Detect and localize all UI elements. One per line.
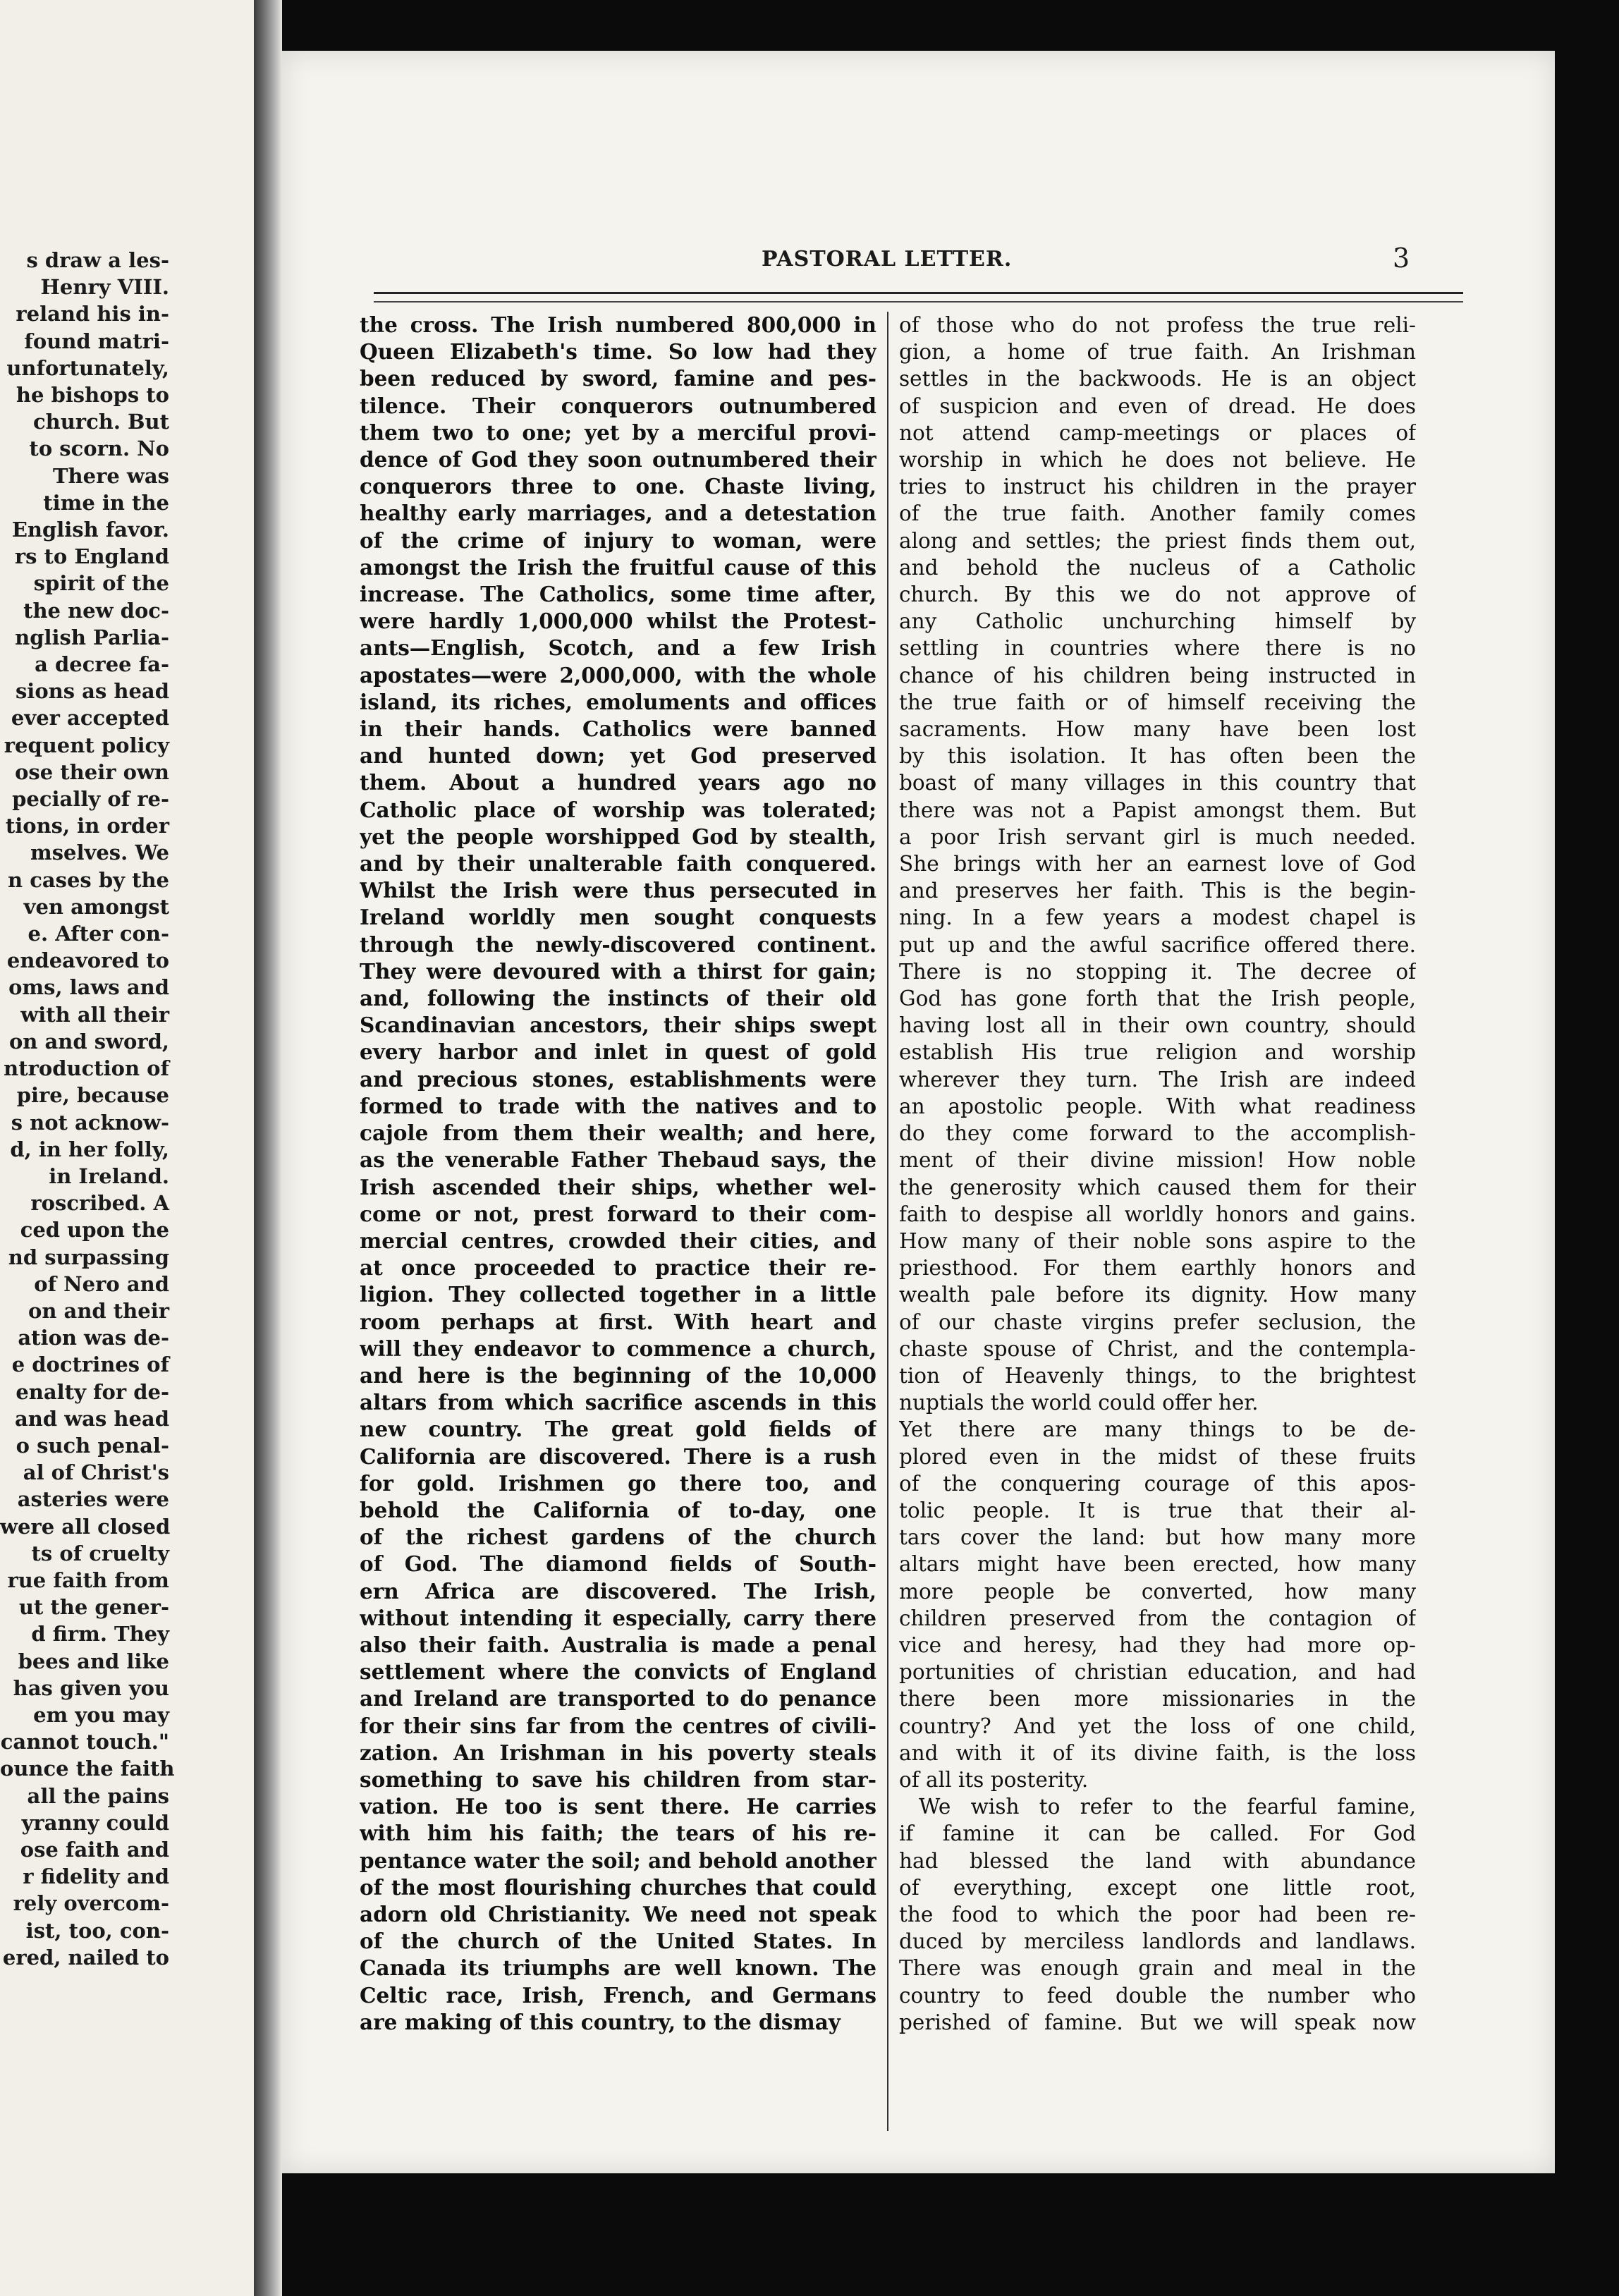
text-line: them two to one; yet by a merciful provi-: [360, 420, 876, 445]
text-line: nuptials the world could offer her.: [899, 1391, 1259, 1415]
text-line: mercial centres, crowded their cities, and: [360, 1228, 876, 1253]
text-line: ered, nailed to: [2, 1945, 169, 1970]
text-line: Scandinavian ancestors, their ships swept: [360, 1013, 876, 1038]
text-line: church. But: [32, 410, 169, 434]
text-line: tions, in order: [5, 814, 169, 838]
text-line: of those who do not profess the true reli-: [899, 313, 1416, 337]
text-line: of the most flourishing churches that could: [360, 1874, 876, 1900]
text-line: in Ireland.: [49, 1164, 169, 1188]
text-line: portunities of christian education, and had: [899, 1660, 1416, 1685]
text-line: through the newly-discovered continent.: [360, 932, 876, 957]
text-line: Whilst the Irish were thus persecuted in: [360, 878, 876, 903]
text-line: s draw a les-: [26, 248, 169, 272]
text-line: ntroduction of: [4, 1056, 169, 1081]
text-line: zation. An Irishman in his poverty steals: [360, 1740, 876, 1765]
text-line: Henry VIII.: [40, 275, 169, 300]
text-line: found matri-: [24, 329, 169, 353]
text-line: requent policy: [4, 733, 169, 757]
text-line: are making of this country, to the dismay: [360, 2009, 841, 2034]
text-line: vice and heresy, had they had more op-: [899, 1632, 1416, 1657]
text-line: room perhaps at first. With heart and: [360, 1309, 876, 1334]
text-line: the food to which the poor had been re-: [899, 1902, 1416, 1926]
text-line: sacraments. How many have been lost: [899, 717, 1416, 742]
text-line: as the venerable Father Thebaud says, the: [360, 1147, 876, 1173]
text-line: of everything, except one little root,: [899, 1875, 1416, 1900]
text-line: island, its riches, emoluments and offices: [360, 689, 876, 714]
text-line: to scorn. No: [29, 436, 169, 461]
text-line: worship in which he does not believe. He: [899, 448, 1416, 472]
text-line: California are discovered. There is a rush: [360, 1443, 876, 1469]
text-line: Yet there are many things to be de-: [899, 1417, 1416, 1442]
text-line: the true faith or of himself receiving the: [899, 690, 1416, 714]
text-line: settlement where the convicts of England: [360, 1659, 876, 1685]
text-line: rs to England: [14, 544, 169, 569]
text-line: healthy early marriages, and a detestation: [360, 501, 876, 526]
text-line: come or not, prest forward to their com-: [360, 1201, 876, 1226]
text-line: do they come forward to the accomplish-: [899, 1121, 1416, 1146]
text-line: on and their: [28, 1298, 169, 1323]
text-line: ose their own: [15, 759, 169, 784]
text-line: children preserved from the contagion of: [899, 1606, 1416, 1630]
text-line: along and settles; the priest finds them out,: [899, 528, 1416, 553]
text-line: enalty for de-: [16, 1379, 169, 1404]
text-line: endeavored to: [6, 948, 169, 973]
book-gutter: [254, 0, 282, 2296]
text-line: al of Christ's: [23, 1460, 169, 1485]
text-line: and with it of its divine faith, is the loss: [899, 1740, 1416, 1765]
text-line: ment of their divine mission! How noble: [899, 1148, 1416, 1173]
text-line: chaste spouse of Christ, and the contempla-: [899, 1336, 1416, 1361]
text-line: tries to instruct his children in the prayer: [899, 475, 1416, 499]
text-line: country to feed double the number who: [899, 1983, 1416, 2008]
text-line: d, in her folly,: [10, 1137, 169, 1161]
text-line: They were devoured with a thirst for gain;: [360, 958, 876, 984]
text-line: something to save his children from star-: [360, 1766, 876, 1792]
text-line: tars cover the land: but how many more: [899, 1525, 1416, 1550]
running-head: [282, 243, 1555, 289]
text-line: d firm. They: [31, 1622, 169, 1647]
text-line: perished of famine. But we will speak now: [899, 2010, 1416, 2034]
text-line: the generosity which caused them for their: [899, 1175, 1416, 1199]
text-line: pentance water the soil; and behold another: [360, 1848, 876, 1873]
text-line: settling in countries where there is no: [899, 636, 1416, 661]
text-line: She brings with her an earnest love of God: [899, 852, 1416, 877]
text-line: and here is the beginning of the 10,000: [360, 1362, 876, 1388]
text-line: ose faith and: [20, 1837, 169, 1862]
text-line: God has gone forth that the Irish people,: [899, 987, 1416, 1011]
text-line: all the pains: [27, 1783, 169, 1808]
text-line: and by their unalterable faith conquered.: [360, 851, 876, 877]
text-line: spirit of the: [33, 571, 169, 596]
text-line: Celtic race, Irish, French, and Germans: [360, 1982, 876, 2008]
text-line: increase. The Catholics, some time after,: [360, 582, 876, 607]
text-line: ven amongst: [23, 894, 169, 919]
text-line: of all its posterity.: [899, 1767, 1089, 1792]
column-divider: [887, 312, 888, 2131]
text-line: of our chaste virgins prefer seclusion, the: [899, 1309, 1416, 1334]
text-line: There was: [52, 463, 169, 488]
text-line: of Nero and: [34, 1271, 169, 1296]
text-line: cannot touch.": [0, 1730, 169, 1754]
text-line: cajole from them their wealth; and here,: [360, 1120, 876, 1146]
text-line: conquerors three to one. Chaste living,: [360, 474, 876, 499]
text-line: English favor.: [11, 518, 169, 542]
text-line: s not acknow-: [11, 1110, 169, 1135]
text-line: on and sword,: [8, 1029, 169, 1054]
text-line: and behold the nucleus of a Catholic: [899, 555, 1416, 580]
text-line: and was head: [14, 1406, 169, 1431]
text-line: were all closed: [0, 1514, 171, 1539]
text-line: formed to trade with the natives and to: [360, 1093, 876, 1118]
text-line: with him his faith; the tears of his re-: [360, 1821, 876, 1846]
text-line: a poor Irish servant girl is much needed.: [899, 824, 1416, 849]
text-line: unfortunately,: [6, 355, 169, 380]
text-line: there was not a Papist amongst them. But: [899, 798, 1416, 822]
text-line: tolic people. It is true that their al-: [899, 1498, 1416, 1522]
text-line: them. About a hundred years ago no: [360, 770, 876, 795]
text-line: he bishops to: [16, 383, 169, 408]
text-line: country? And yet the loss of one child,: [899, 1714, 1416, 1738]
text-line: behold the California of to-day, one: [360, 1497, 876, 1522]
text-line: Ireland worldly men sought conquests: [360, 905, 876, 930]
text-line: of the true faith. Another family comes: [899, 501, 1416, 526]
text-line: ut the gener-: [18, 1595, 169, 1620]
text-line: reland his in-: [16, 302, 169, 326]
text-line: n cases by the: [8, 867, 169, 892]
text-line: oms, laws and: [8, 975, 169, 1000]
text-line: roscribed. A: [30, 1191, 169, 1216]
text-line: boast of many villages in this country that: [899, 771, 1416, 795]
text-column-right: [899, 312, 1416, 2036]
text-line: and preserves her faith. This is the begin-: [899, 879, 1416, 903]
text-line: of the crime of injury to woman, were: [360, 527, 876, 553]
text-column-left: [360, 312, 876, 2036]
text-line: more people be converted, how many: [899, 1579, 1416, 1604]
text-line: without intending it especially, carry there: [360, 1605, 876, 1630]
text-line: been reduced by sword, famine and pes-: [360, 366, 876, 391]
text-line: having lost all in their own country, should: [899, 1013, 1416, 1038]
text-line: ts of cruelty: [31, 1541, 169, 1565]
text-line: apostates—were 2,000,000, with the whole: [360, 662, 876, 688]
facing-page-text: [0, 247, 175, 1971]
text-line: will they endeavor to commence a church,: [360, 1336, 876, 1361]
text-line: settles in the backwoods. He is an object: [899, 367, 1416, 391]
text-line: altars might have been erected, how many: [899, 1552, 1416, 1577]
text-line: establish His true religion and worship: [899, 1040, 1416, 1065]
text-line: if famine it can be called. For God: [899, 1821, 1416, 1846]
text-line: r fidelity and: [23, 1864, 169, 1889]
text-line: There is no stopping it. The decree of: [899, 959, 1416, 984]
text-line: by this isolation. It has often been the: [899, 744, 1416, 769]
text-line: had blessed the land with abundance: [899, 1848, 1416, 1873]
text-line: ligion. They collected together in a little: [360, 1282, 876, 1307]
text-line: in their hands. Catholics were banned: [360, 716, 876, 742]
text-line: ounce the faith: [0, 1757, 175, 1781]
text-line: were hardly 1,000,000 whilst the Protest-: [360, 609, 876, 634]
text-line: sions as head: [15, 679, 169, 704]
text-line: rue faith from: [7, 1568, 169, 1592]
text-line: at once proceeded to practice their re-: [360, 1255, 876, 1281]
text-line: church. By this we do not approve of: [899, 582, 1416, 607]
text-line: the new doc-: [23, 598, 169, 623]
text-line: ist, too, con-: [25, 1918, 169, 1943]
text-line: there been more missionaries in the: [899, 1687, 1416, 1711]
text-line: altars from which sacrifice ascends in this: [360, 1390, 876, 1415]
text-line: pire, because: [16, 1083, 169, 1108]
text-line: e doctrines of: [11, 1352, 169, 1377]
text-line: wealth pale before its dignity. How many: [899, 1283, 1416, 1307]
text-line: and precious stones, establishments were: [360, 1066, 876, 1092]
text-line: We wish to refer to the fearful famine,: [919, 1795, 1416, 1819]
text-line: ever accepted: [11, 706, 169, 731]
text-line: yranny could: [21, 1810, 169, 1835]
text-line: tilence. Their conquerors outnumbered: [360, 393, 876, 418]
text-line: new country. The great gold fields of: [360, 1417, 876, 1442]
text-line: of the church of the United States. In: [360, 1929, 876, 1954]
text-line: for gold. Irishmen go there too, and: [360, 1470, 876, 1496]
text-line: not attend camp-meetings or places of: [899, 420, 1416, 445]
header-rule: [374, 292, 1463, 303]
text-line: em you may: [33, 1702, 169, 1727]
text-line: rely overcom-: [13, 1891, 169, 1916]
text-line: wherever they turn. The Irish are indeed: [899, 1067, 1416, 1092]
text-line: an apostolic people. With what readiness: [899, 1094, 1416, 1118]
text-line: priesthood. For them earthly honors and: [899, 1256, 1416, 1281]
text-line: also their faith. Australia is made a penal: [360, 1632, 876, 1657]
text-line: with all their: [20, 1002, 169, 1027]
text-line: of suspicion and even of dread. He does: [899, 393, 1416, 418]
text-line: faith to despise all worldly honors and gains.: [899, 1202, 1416, 1226]
text-line: pecially of re-: [12, 787, 169, 812]
text-line: Catholic place of worship was tolerated;: [360, 797, 876, 822]
text-line: time in the: [43, 490, 169, 515]
text-line: of the conquering courage of this apos-: [899, 1471, 1416, 1496]
text-line: o such penal-: [16, 1433, 169, 1458]
text-line: the cross. The Irish numbered 800,000 in: [360, 312, 876, 337]
text-line: and, following the instincts of their old: [360, 986, 876, 1011]
text-line: nglish Parlia-: [15, 625, 169, 649]
text-line: any Catholic unchurching himself by: [899, 609, 1416, 634]
text-line: mselves. We: [30, 841, 169, 865]
text-line: There was enough grain and meal in the: [899, 1956, 1416, 1981]
text-line: vation. He too is sent there. He carries: [360, 1794, 876, 1819]
text-line: put up and the awful sacrifice offered there.: [899, 932, 1416, 957]
text-line: How many of their noble sons aspire to the: [899, 1228, 1416, 1253]
text-line: nd surpassing: [8, 1245, 169, 1269]
text-line: adorn old Christianity. We need not speak: [360, 1901, 876, 1926]
text-line: asteries were: [17, 1487, 169, 1512]
facing-page-fragment: [0, 0, 254, 2296]
text-line: and hunted down; yet God preserved: [360, 743, 876, 769]
text-line: tion of Heavenly things, to the brightest: [899, 1363, 1416, 1388]
text-line: of the richest gardens of the church: [360, 1525, 876, 1550]
text-line: Irish ascended their ships, whether wel-: [360, 1174, 876, 1199]
text-line: chance of his children being instructed in: [899, 663, 1416, 688]
text-line: Queen Elizabeth's time. So low had they: [360, 339, 876, 365]
text-line: plored even in the midst of these fruits: [899, 1444, 1416, 1469]
running-head-title: PASTORAL LETTER.: [762, 247, 1013, 271]
text-line: ced upon the: [20, 1218, 169, 1242]
text-line: ern Africa are discovered. The Irish,: [360, 1578, 876, 1604]
text-line: a decree fa-: [35, 652, 169, 677]
text-line: has given you: [13, 1675, 169, 1700]
text-line: ning. In a few years a modest chapel is: [899, 905, 1416, 930]
text-line: gion, a home of true faith. An Irishman: [899, 340, 1416, 365]
text-line: ants—English, Scotch, and a few Irish: [360, 635, 876, 661]
text-line: dence of God they soon outnumbered their: [360, 447, 876, 472]
text-line: ation was de-: [18, 1326, 169, 1350]
text-line: duced by merciless landlords and landlaws.: [899, 1929, 1416, 1954]
text-line: Canada its triumphs are well known. The: [360, 1955, 876, 1981]
text-line: bees and like: [18, 1649, 169, 1673]
page-number: 3: [1393, 243, 1410, 274]
text-line: for their sins far from the centres of civili-: [360, 1713, 876, 1738]
text-line: and Ireland are transported to do penance: [360, 1686, 876, 1711]
text-line: amongst the Irish the fruitful cause of this: [360, 554, 876, 580]
text-line: every harbor and inlet in quest of gold: [360, 1039, 876, 1065]
text-line: of God. The diamond fields of South-: [360, 1551, 876, 1577]
text-line: e. After con-: [28, 922, 169, 946]
text-line: yet the people worshipped God by stealth,: [360, 824, 876, 849]
book-page: [282, 51, 1555, 2173]
